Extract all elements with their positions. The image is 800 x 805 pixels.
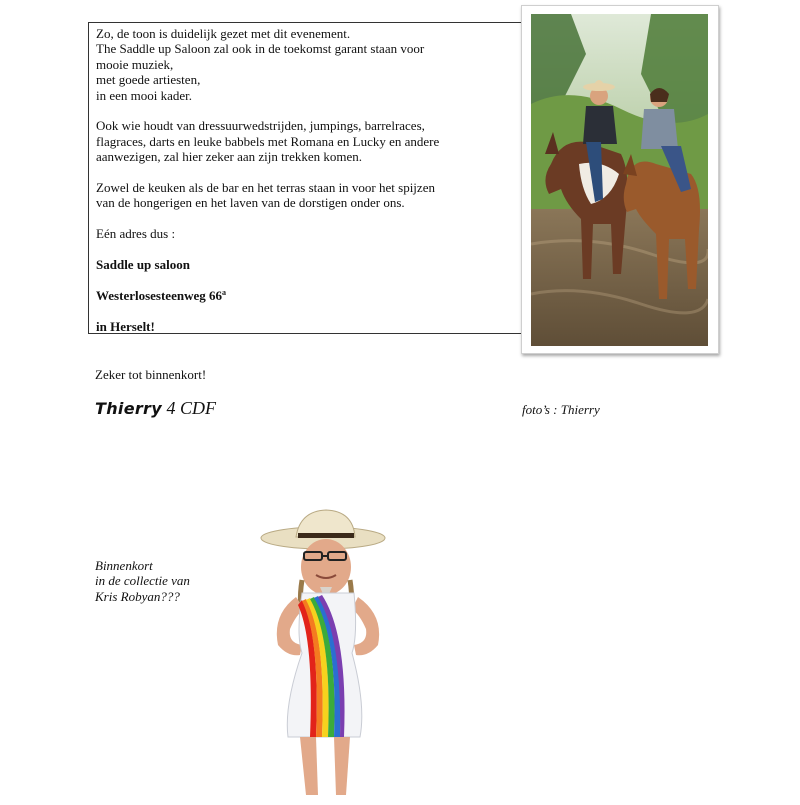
street-address bbox=[96, 288, 516, 303]
text-line: flagraces, darts en leuke babbels met Romana en Lucky en andere bbox=[96, 133, 440, 149]
paragraph-activities bbox=[96, 118, 516, 164]
text-line: Zowel de keuken als de bar en het terras staan in voor het spijzen bbox=[96, 180, 435, 196]
article-text-box bbox=[88, 22, 522, 334]
venue-name: Saddle up saloon bbox=[96, 257, 190, 273]
text-line: in een mooi kader. bbox=[96, 87, 193, 103]
paragraph-kitchen bbox=[96, 180, 516, 211]
paragraph-intro bbox=[96, 26, 516, 103]
street-suffix: a bbox=[222, 287, 226, 297]
horse-riders-illustration bbox=[531, 14, 708, 346]
caption-line: Kris Robyan??? bbox=[95, 588, 180, 604]
text-line: Zo, de toon is duidelijk gezet met dit evenement. bbox=[96, 26, 351, 41]
address-intro: Eén adres dus : bbox=[96, 226, 176, 242]
closing-line: Zeker tot binnenkort! bbox=[95, 367, 207, 382]
photo-frame bbox=[521, 5, 719, 354]
signature bbox=[95, 398, 216, 419]
caption-line: in de collectie van bbox=[95, 573, 190, 589]
signature-suffix: 4 CDF bbox=[161, 398, 216, 418]
text-line: Ook wie houdt van dressuurwedstrijden, jumpings, barrelraces, bbox=[96, 118, 425, 134]
cowboy-dress-illustration bbox=[258, 505, 398, 800]
article-body bbox=[96, 26, 516, 349]
photo-credit: foto’s : Thierry bbox=[522, 402, 600, 417]
cowboy-dress-figure bbox=[258, 505, 398, 800]
text-line: mooie muziek, bbox=[96, 56, 174, 72]
text-line: met goede artiesten, bbox=[96, 72, 201, 88]
horse-riders-photo bbox=[531, 14, 708, 346]
text-line: The Saddle up Saloon zal ook in de toekomst garant staan voor bbox=[96, 41, 425, 57]
figure-caption bbox=[95, 558, 190, 604]
text-line: van de hongerigen en het laven van de dorstigen onder ons. bbox=[96, 195, 405, 211]
text-line: aanwezigen, zal hier zeker aan zijn trekken komen. bbox=[96, 149, 362, 165]
signature-name: Thierry bbox=[95, 399, 162, 418]
town: in Herselt! bbox=[96, 318, 155, 334]
caption-line: Binnenkort bbox=[95, 558, 153, 573]
street-text: Westerlosesteenweg 66 bbox=[96, 287, 222, 303]
